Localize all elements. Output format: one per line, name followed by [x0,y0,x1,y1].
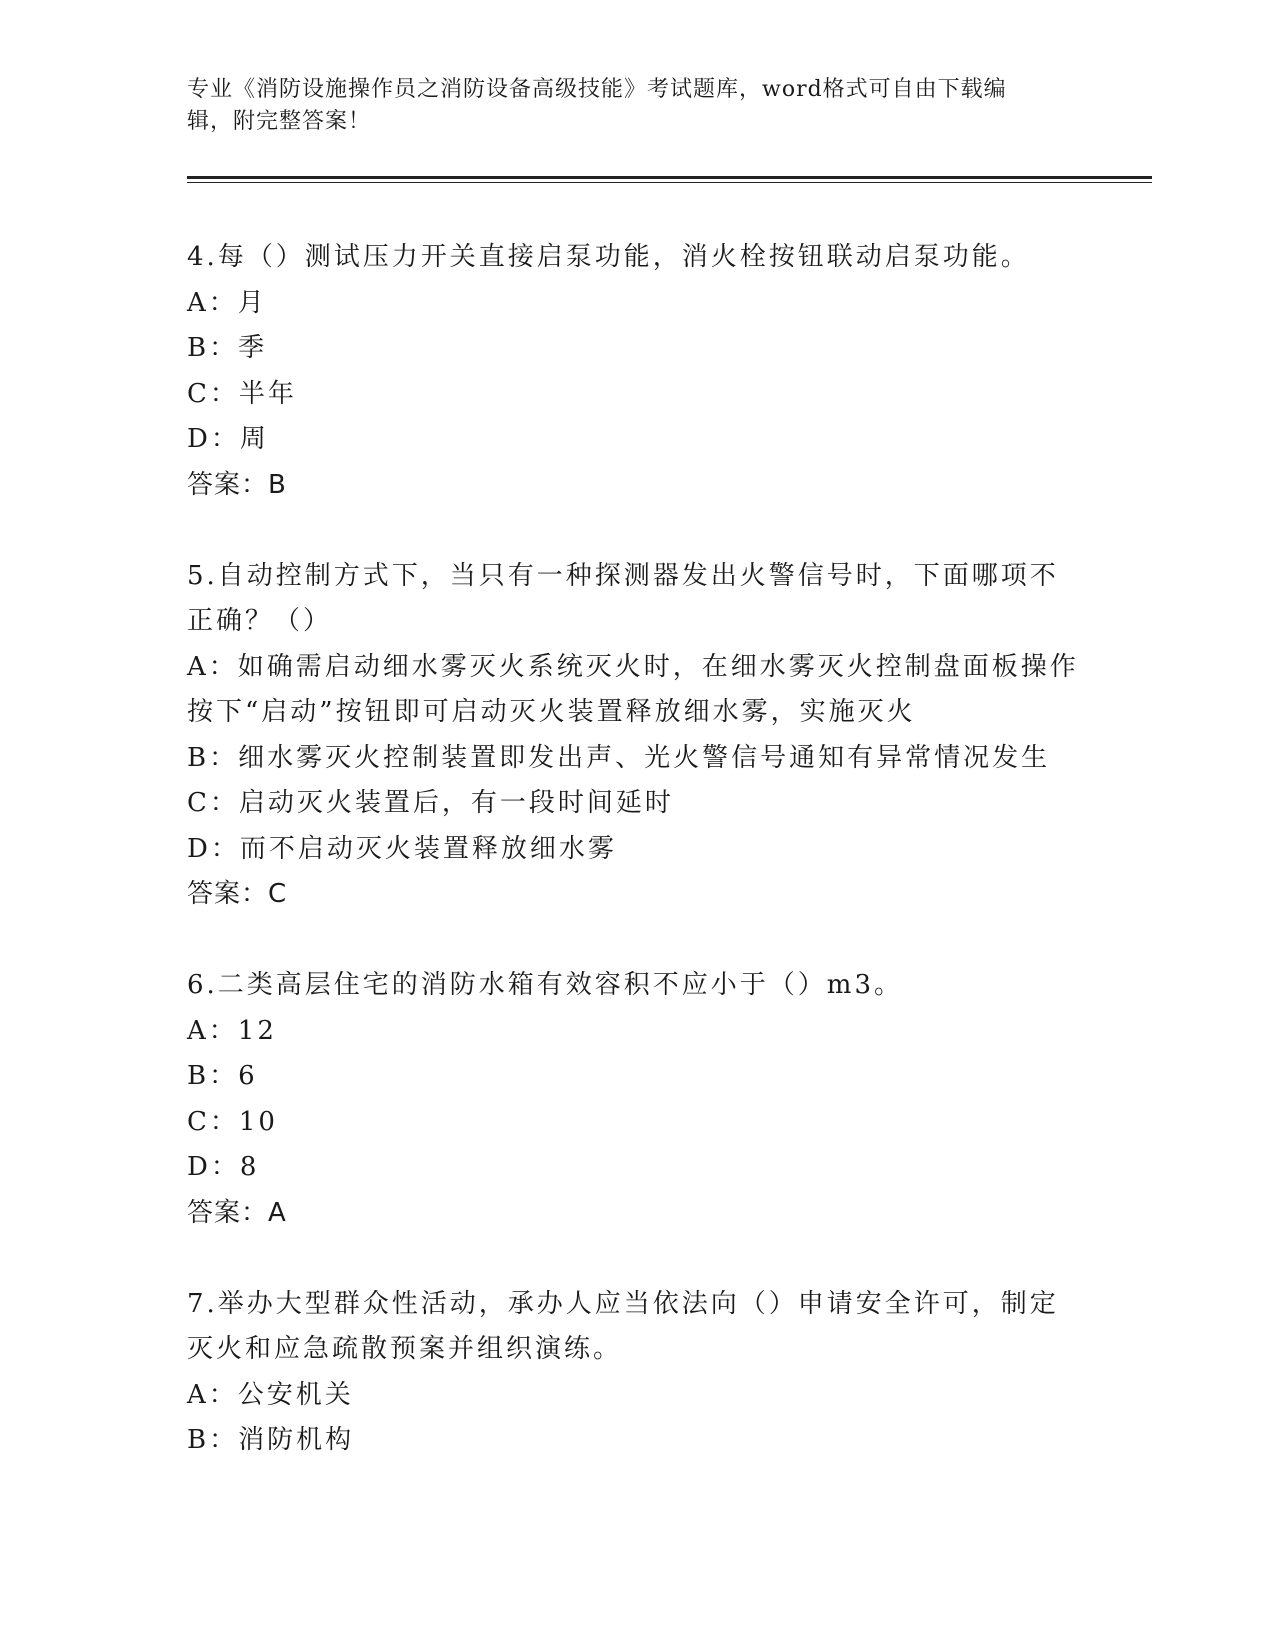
question-block [187,554,1087,918]
answer-option: B：6 [187,1061,258,1091]
answer-option: C：半年 [187,378,297,409]
answer-option: A：如确需启动细水雾灭火系统灭火时，在细水雾灭火控制盘面板操作 [187,651,1079,682]
question-text: 4.每（）测试压力开关直接启泵功能，消火栓按钮联动启泵功能。 [187,242,1030,272]
answer-option: A：12 [187,1015,277,1046]
answer-option: C：10 [187,1106,278,1137]
question-text: 灭火和应急疏散预案并组织演练。 [187,1334,623,1364]
question-spacer [187,508,1087,554]
answer-option: C：启动灭火装置后，有一段时间延时 [187,788,674,818]
answer-option: B：季 [187,333,268,363]
question-block [187,235,1087,508]
question-text: 7.举办大型群众性活动，承办人应当依法向（）申请安全许可，制定 [187,1288,1059,1319]
header-rule-thick [187,176,1152,179]
answer-option: D：周 [187,424,269,454]
answer-option: 按下“启动”按钮即可启动灭火装置释放细水雾，实施灭火 [187,697,916,727]
answer-option: B：细水雾灭火控制装置即发出声、光火警信号通知有异常情况发生 [187,742,1051,773]
question-text: 6.二类高层住宅的消防水箱有效容积不应小于（）m3。 [187,970,904,1000]
answer-option: D：而不启动灭火装置释放细水雾 [187,833,617,864]
question-text: 正确？（） [187,606,333,636]
answer-key: 答案：B [187,469,287,500]
question-block [187,1282,1087,1464]
header-rule-thin [187,182,1152,183]
answer-key: 答案：C [187,879,288,909]
question-block [187,963,1087,1236]
answer-option: B：消防机构 [187,1425,355,1455]
question-text: 5.自动控制方式下，当只有一种探测器发出火警信号时，下面哪项不 [187,560,1059,591]
answer-option: D：8 [187,1152,260,1182]
header-line-2: 辑，附完整答案！ [187,109,372,134]
answer-option: A：公安机关 [187,1379,354,1410]
question-list [187,235,1087,1464]
question-spacer [187,918,1087,964]
answer-option: A：月 [187,287,267,318]
header-line-1: 专业《消防设施操作员之消防设备高级技能》考试题库，word格式可自由下载编 [187,77,1007,102]
question-spacer [187,1236,1087,1282]
document-header [187,74,1067,138]
answer-key: 答案：A [187,1197,287,1228]
